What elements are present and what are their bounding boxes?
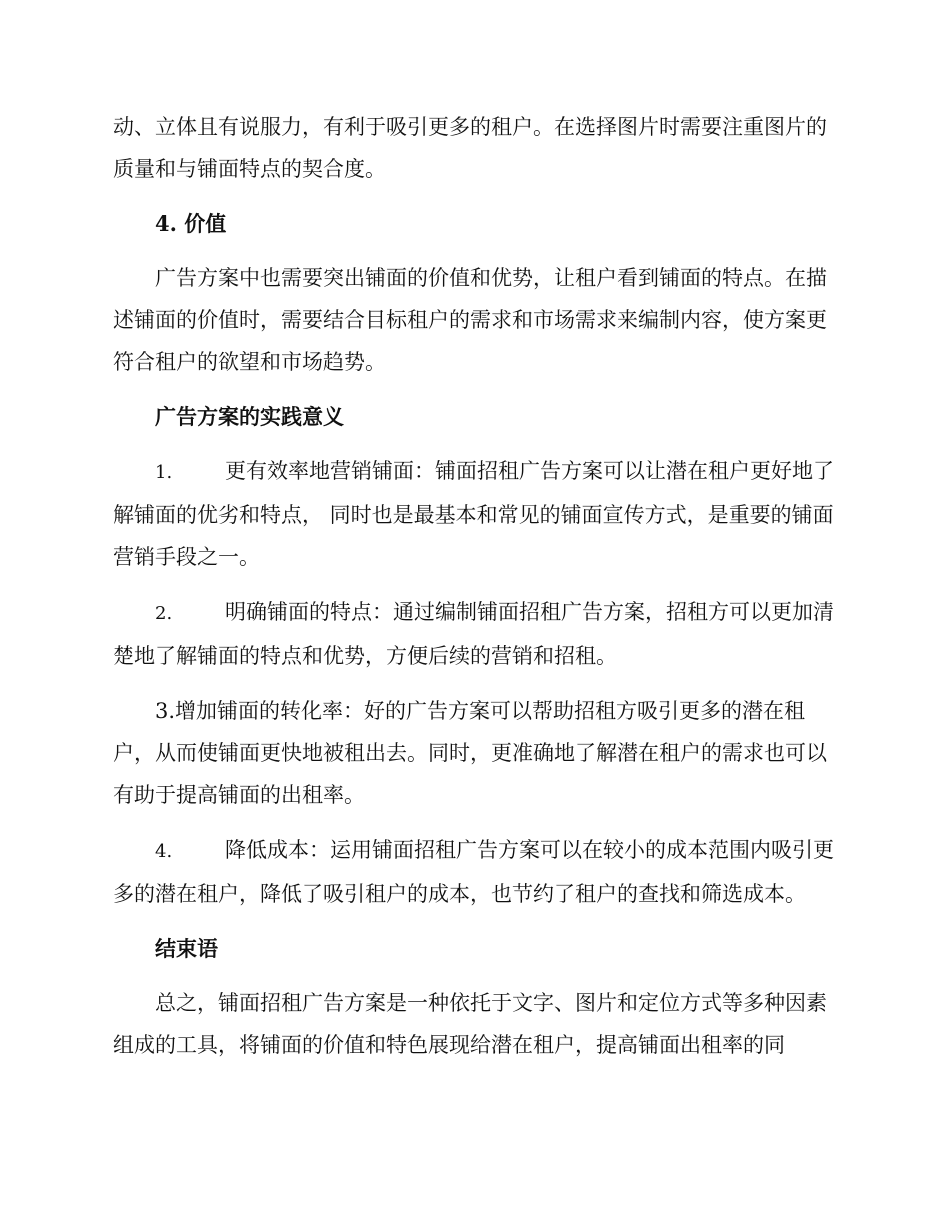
list-number: 1. bbox=[155, 462, 173, 483]
list-number: 4. bbox=[155, 841, 173, 862]
list-item-text: 降低成本：运用铺面招租广告方案可以在较小的成本范围内吸引更多的潜在租户，降低了吸引租户的成本，也节约了租户的查找和筛选成本。 bbox=[113, 838, 834, 906]
practice-item-3 bbox=[113, 690, 835, 816]
list-item-text: 更有效率地营销铺面：铺面招租广告方案可以让潜在租户更好地了解铺面的优劣和特点， 同时也是最基本和常见的铺面宣传方式，是重要的铺面营销手段之一。 bbox=[113, 459, 834, 569]
practice-item-1 bbox=[113, 450, 835, 578]
heading-practice-significance: 广告方案的实践意义 bbox=[155, 404, 344, 429]
conclusion-paragraph: 总之，铺面招租广告方案是一种依托于文字、图片和定位方式等多种因素组成的工具，将铺面的价值和特色展现给潜在租户，提高铺面出租率的同 bbox=[113, 991, 827, 1057]
value-paragraph: 广告方案中也需要突出铺面的价值和优势，让租户看到铺面的特点。在描述铺面的价值时，需要结合目标租户的需求和市场需求来编制内容，使方案更符合租户的欲望和市场趋势。 bbox=[113, 266, 827, 374]
list-item-text: 3.增加铺面的转化率：好的广告方案可以帮助招租方吸引更多的潜在租户，从而使铺面更快地被租出去。同时，更准确地了解潜在租户的需求也可以有助于提高铺面的出租率。 bbox=[113, 699, 827, 807]
list-number: 2. bbox=[155, 603, 173, 624]
practice-item-2 bbox=[113, 591, 835, 677]
list-item-text: 明确铺面的特点：通过编制铺面招租广告方案，招租方可以更加清楚地了解铺面的特点和优势，方便后续的营销和招租。 bbox=[113, 600, 834, 668]
practice-item-4 bbox=[113, 829, 835, 915]
document-body bbox=[113, 106, 835, 1079]
heading-value: 4. 价值 bbox=[155, 211, 227, 236]
heading-conclusion: 结束语 bbox=[155, 936, 218, 961]
intro-paragraph: 动、立体且有说服力，有利于吸引更多的租户。在选择图片时需要注重图片的质量和与铺面特点的契合度。 bbox=[113, 115, 827, 181]
